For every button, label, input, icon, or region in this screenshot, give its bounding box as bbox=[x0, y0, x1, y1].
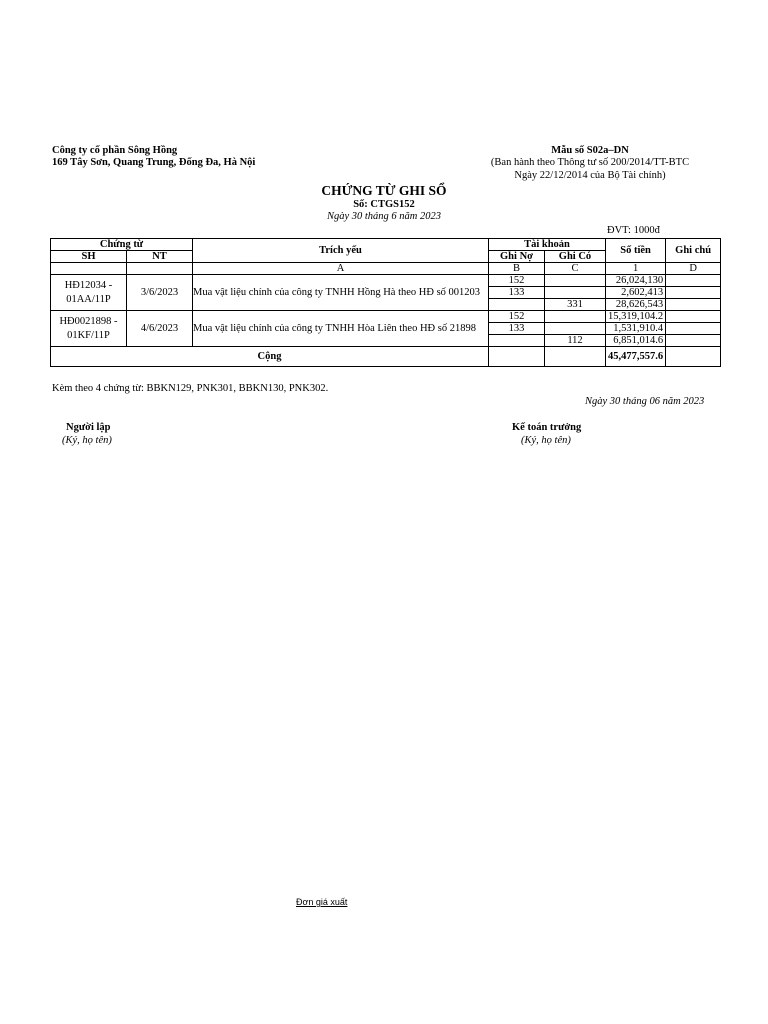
entry-note bbox=[666, 275, 721, 287]
ledger-table bbox=[50, 238, 721, 367]
entry-credit: 331 bbox=[545, 299, 606, 311]
unit-label: ĐVT: 1000đ bbox=[607, 225, 660, 236]
document-number: Số: CTGS152 bbox=[353, 199, 415, 210]
entry-amount: 28,626,543 bbox=[606, 299, 666, 311]
document-date: Ngày 30 tháng 6 năm 2023 bbox=[326, 211, 442, 222]
entry-credit bbox=[545, 287, 606, 299]
entry-amount: 1,531,910.4 bbox=[606, 323, 666, 335]
entry-note bbox=[666, 299, 721, 311]
header-amount: Số tiền bbox=[606, 239, 666, 263]
header-credit: Ghi Có bbox=[545, 251, 606, 263]
entry-amount: 2,602,413 bbox=[606, 287, 666, 299]
company-address: 169 Tây Sơn, Quang Trung, Đống Đa, Hà Nội bbox=[52, 157, 256, 168]
index-cell: A bbox=[193, 263, 489, 275]
index-row bbox=[51, 263, 721, 275]
table-row bbox=[51, 275, 721, 287]
export-price-link[interactable]: Đơn giá xuất bbox=[296, 897, 348, 907]
entry-debit: 133 bbox=[489, 323, 545, 335]
total-row bbox=[51, 347, 721, 367]
entry-amount: 26,024,130 bbox=[606, 275, 666, 287]
entry-note bbox=[666, 335, 721, 347]
sign-date: Ngày 30 tháng 06 năm 2023 bbox=[585, 396, 705, 407]
form-issued-date: Ngày 22/12/2014 của Bộ Tài chính) bbox=[514, 170, 666, 181]
accountant-note: (Ký, họ tên) bbox=[521, 435, 571, 446]
entry-summary: Mua vật liệu chính của công ty TNHH Hòa Liên theo HĐ số 21898 bbox=[193, 311, 489, 347]
header-nt: NT bbox=[127, 251, 193, 263]
form-code: Mẫu số S02a–DN bbox=[551, 145, 629, 156]
header-note: Ghi chú bbox=[666, 239, 721, 263]
entry-note bbox=[666, 323, 721, 335]
entry-amount: 6,851,014.6 bbox=[606, 335, 666, 347]
document-title: CHỨNG TỪ GHI SỔ bbox=[321, 183, 447, 198]
index-cell: C bbox=[545, 263, 606, 275]
entry-amount: 15,319,104.2 bbox=[606, 311, 666, 323]
company-name: Công ty cổ phần Sông Hồng bbox=[52, 145, 178, 156]
preparer-note: (Ký, họ tên) bbox=[62, 435, 112, 446]
entry-note bbox=[666, 287, 721, 299]
entry-sh: HĐ12034 - 01AA/11P bbox=[51, 275, 127, 311]
entry-debit: 133 bbox=[489, 287, 545, 299]
entry-credit bbox=[545, 323, 606, 335]
index-cell: B bbox=[489, 263, 545, 275]
preparer-title: Người lập bbox=[66, 422, 111, 433]
header-voucher: Chứng từ bbox=[51, 239, 193, 251]
table-row bbox=[51, 311, 721, 323]
entry-debit bbox=[489, 299, 545, 311]
entry-sh: HĐ0021898 - 01KF/11P bbox=[51, 311, 127, 347]
entry-note bbox=[666, 311, 721, 323]
entry-debit: 152 bbox=[489, 311, 545, 323]
total-empty-cell bbox=[666, 347, 721, 367]
index-cell: 1 bbox=[606, 263, 666, 275]
attached-documents: Kèm theo 4 chứng từ: BBKN129, PNK301, BBKN130, PNK302. bbox=[52, 383, 329, 394]
total-amount: 45,477,557.6 bbox=[606, 347, 666, 367]
accountant-title: Kế toán trưởng bbox=[512, 422, 582, 433]
entry-summary: Mua vật liệu chính của công ty TNHH Hồng Hà theo HĐ số 001203 bbox=[193, 275, 489, 311]
header-summary: Trích yếu bbox=[193, 239, 489, 263]
entry-debit bbox=[489, 335, 545, 347]
entry-debit: 152 bbox=[489, 275, 545, 287]
entry-nt: 3/6/2023 bbox=[127, 275, 193, 311]
entry-nt: 4/6/2023 bbox=[127, 311, 193, 347]
entry-credit: 112 bbox=[545, 335, 606, 347]
header-sh: SH bbox=[51, 251, 127, 263]
total-empty-cell bbox=[489, 347, 545, 367]
entry-credit bbox=[545, 311, 606, 323]
index-cell bbox=[51, 263, 127, 275]
index-cell bbox=[127, 263, 193, 275]
entry-credit bbox=[545, 275, 606, 287]
total-label: Cộng bbox=[51, 347, 489, 367]
header-account: Tài khoản bbox=[489, 239, 606, 251]
index-cell: D bbox=[666, 263, 721, 275]
header-debit: Ghi Nợ bbox=[489, 251, 545, 263]
total-empty-cell bbox=[545, 347, 606, 367]
form-issued-by: (Ban hành theo Thông tư số 200/2014/TT-BTC bbox=[490, 157, 690, 168]
